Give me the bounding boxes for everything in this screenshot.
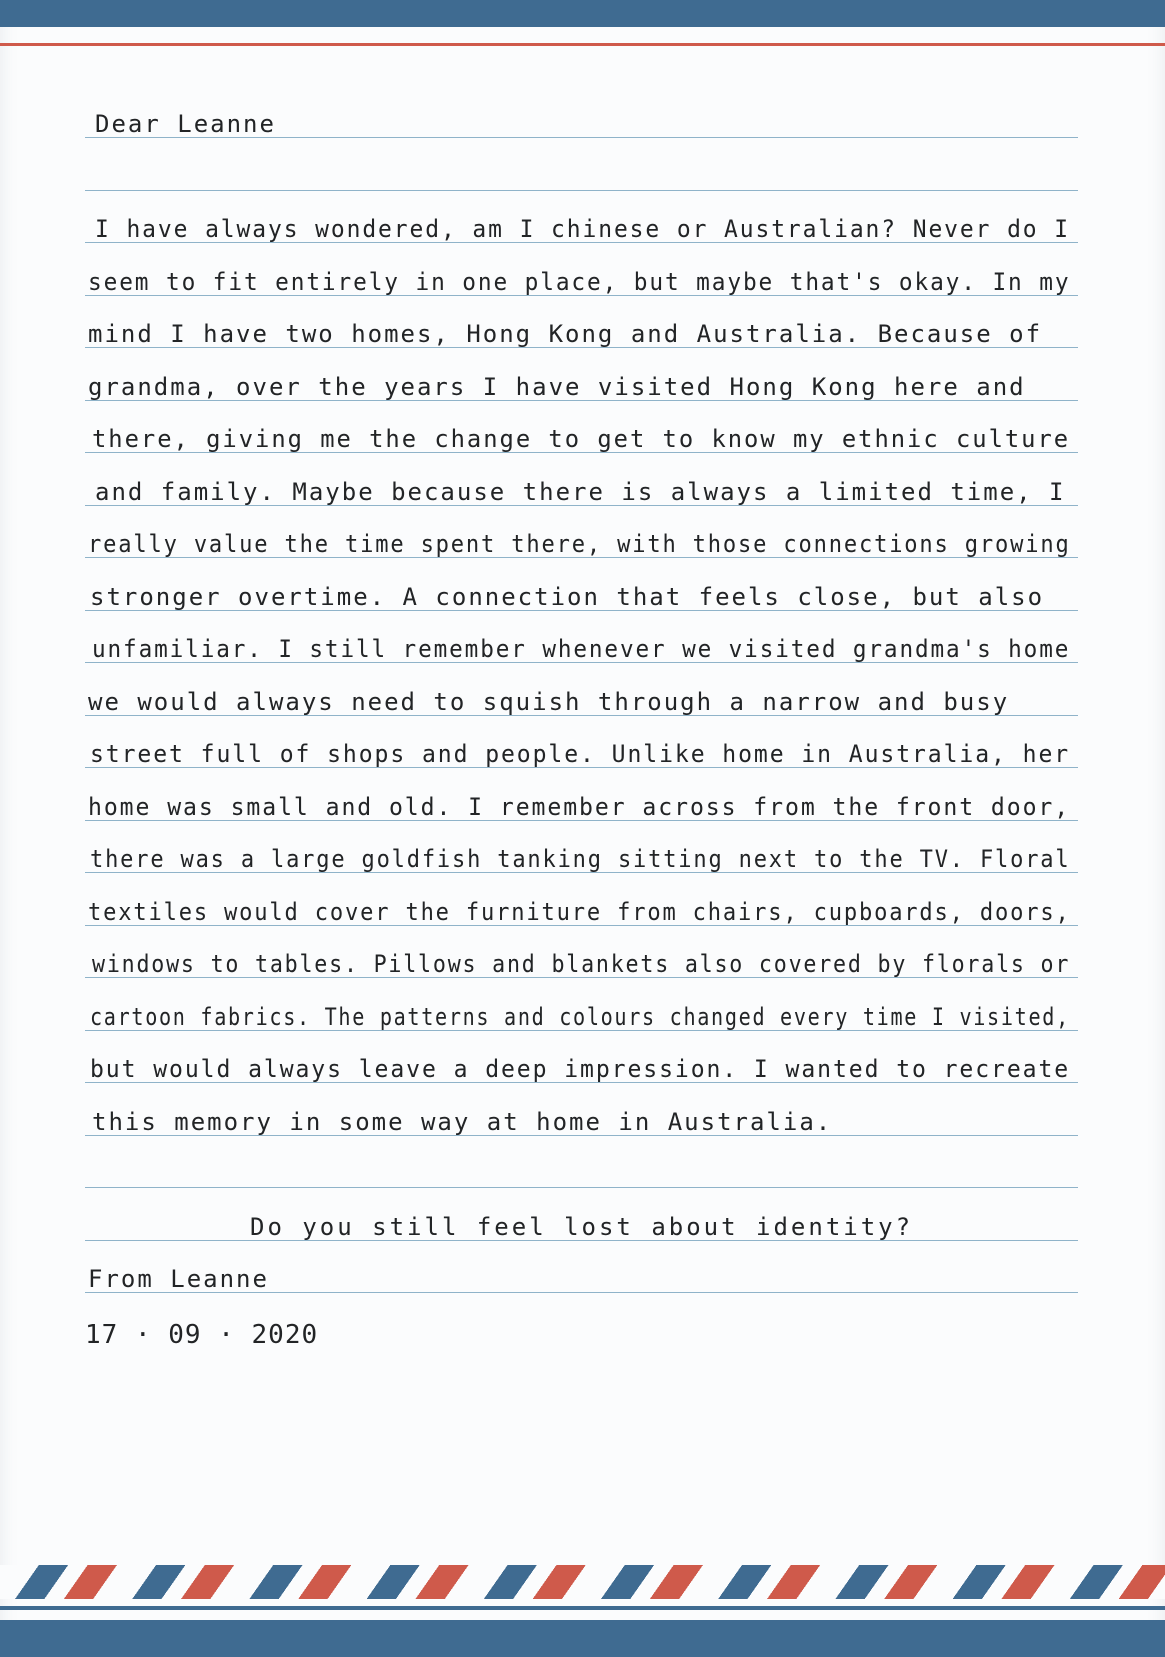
letter-line: really value the time spent there, with those connections growing bbox=[88, 530, 1071, 558]
letter-line: windows to tables. Pillows and blankets also covered by florals or bbox=[92, 950, 1071, 978]
airmail-border-bottom bbox=[0, 1565, 1165, 1657]
letter-line: textiles would cover the furniture from chairs, cupboards, doors, bbox=[88, 898, 1071, 926]
letter-line: and family. Maybe because there is always a limited time, I bbox=[95, 478, 1066, 506]
airmail-stripes bbox=[0, 1565, 1165, 1599]
letter-line: we would always need to squish through a narrow and busy bbox=[88, 688, 1010, 716]
airmail-thin-rule bbox=[0, 1606, 1165, 1610]
letter-line: mind I have two homes, Hong Kong and Australia. Because of bbox=[88, 320, 1043, 348]
salutation: Dear Leanne bbox=[95, 110, 276, 138]
letter-line: stronger overtime. A connection that feels close, but also bbox=[90, 583, 1045, 611]
letter-line: cartoon fabrics. The patterns and colours changed every time I visited, bbox=[90, 1003, 1070, 1031]
letter-line: unfamiliar. I still remember whenever we visited grandma's home bbox=[92, 635, 1071, 663]
letter-line: there, giving me the change to get to know my ethnic culture bbox=[92, 425, 1071, 453]
letter-line: this memory in some way at home in Australia. bbox=[92, 1108, 833, 1136]
sign-off: From Leanne bbox=[88, 1265, 269, 1293]
closing-question: Do you still feel lost about identity? bbox=[250, 1213, 914, 1241]
letter-line: seem to fit entirely in one place, but maybe that's okay. In my bbox=[88, 268, 1071, 296]
letter-line: but would always leave a deep impression. I wanted to recreate bbox=[90, 1055, 1071, 1083]
letter-line: grandma, over the years I have visited Hong Kong here and bbox=[88, 373, 1026, 401]
letter-line: I have always wondered, am I chinese or Australian? Never do I bbox=[95, 215, 1070, 243]
letter-line: street full of shops and people. Unlike home in Australia, her bbox=[90, 740, 1071, 768]
letter-date: 17 · 09 · 2020 bbox=[85, 1320, 319, 1350]
letter-line: home was small and old. I remember across from the front door, bbox=[88, 793, 1071, 821]
airmail-bottom-band bbox=[0, 1620, 1165, 1657]
letter-line: there was a large goldfish tanking sitting next to the TV. Floral bbox=[90, 845, 1071, 873]
